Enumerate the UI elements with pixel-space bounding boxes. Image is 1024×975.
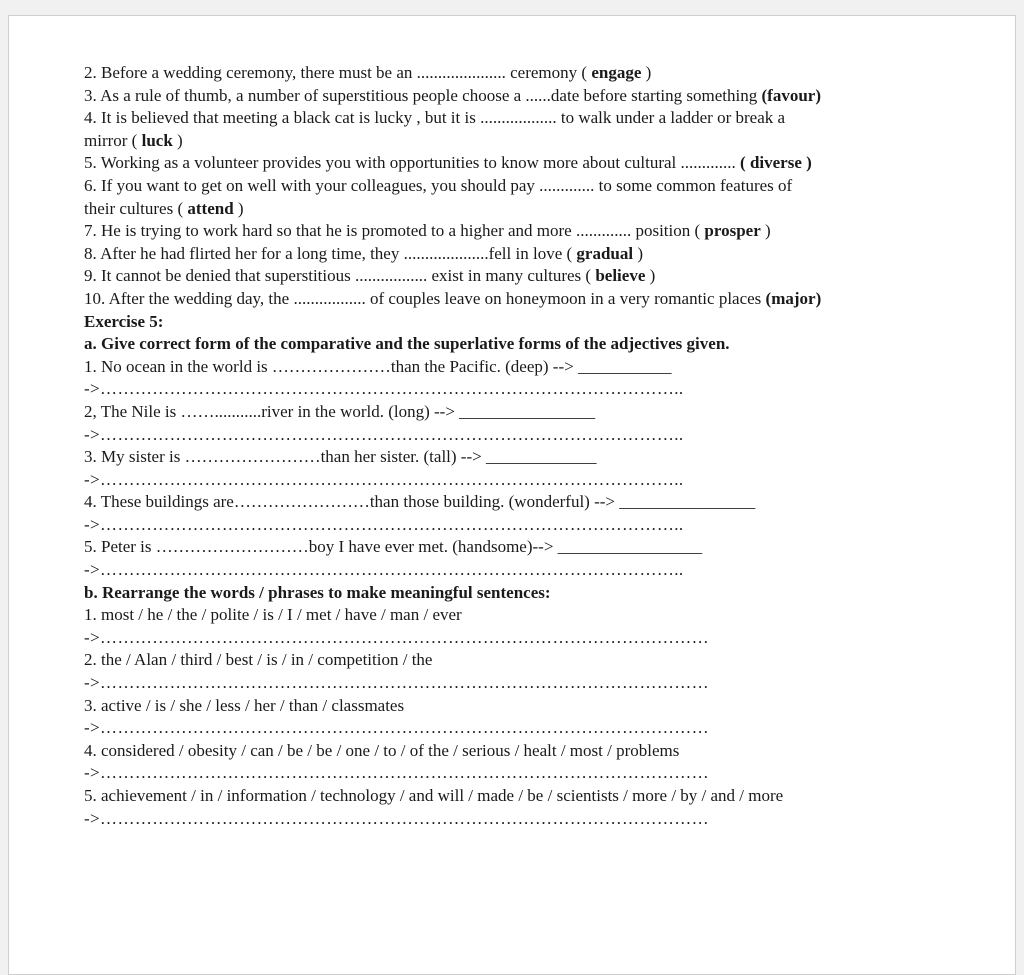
- part-a-answer-line-4[interactable]: ->………………………………………………………………………………………..: [84, 514, 684, 534]
- ex4-item-2: 2. Before a wedding ceremony, there must be an ..................... ceremony ( engage ): [84, 63, 652, 82]
- part-b-question-5: 5. achievement / in / information / technology / and will / made / be / scientists / more / by / and / more: [84, 786, 784, 805]
- part-b-question-4: 4. considered / obesity / can / be / be / one / to / of the / serious / healt / most / problems: [84, 740, 680, 760]
- ex4-item-8: 8. After he had flirted her for a long time, they ....................fell in love ( gradual ): [84, 243, 644, 263]
- document-page: [8, 15, 1016, 975]
- part-a-answer-line-1[interactable]: ->………………………………………………………………………………………..: [84, 379, 684, 399]
- part-a-question-4: 4. These buildings are……………………than those building. (wonderful) --> ________________: [84, 492, 756, 512]
- part-a-answer-line-5[interactable]: ->………………………………………………………………………………………..: [84, 560, 684, 580]
- part-a-question-2: 2, The Nile is ……...........river in the world. (long) --> ________________: [84, 401, 596, 421]
- part-b-title: b. Rearrange the words / phrases to make meaningful sentences:: [84, 582, 551, 602]
- ex4-item-9: 9. It cannot be denied that superstitious ................. exist in many cultures ( believe ): [84, 266, 656, 286]
- part-b-answer-line-3[interactable]: ->……………………………………………………………………………………………: [84, 718, 710, 738]
- part-b-answer-line-4[interactable]: ->……………………………………………………………………………………………: [84, 763, 710, 783]
- part-a-answer-line-2[interactable]: ->………………………………………………………………………………………..: [84, 424, 684, 444]
- ex4-item-7: 7. He is trying to work hard so that he is promoted to a higher and more ............. position ( prosper ): [84, 221, 771, 241]
- part-b-answer-line-5[interactable]: ->……………………………………………………………………………………………: [84, 808, 710, 828]
- part-a-question-5: 5. Peter is ………………………boy I have ever met. (handsome)--> _________________: [84, 537, 703, 557]
- ex4-item-4-cont: mirror ( luck ): [84, 130, 183, 150]
- part-b-question-1: 1. most / he / the / polite / is / I / met / have / man / ever: [84, 605, 462, 625]
- part-b-answer-line-2[interactable]: ->……………………………………………………………………………………………: [84, 673, 710, 693]
- exercise5-heading: Exercise 5:: [84, 311, 164, 331]
- ex4-item-3: 3. As a rule of thumb, a number of superstitious people choose a ......date before starting something (favour): [84, 85, 821, 105]
- part-a-answer-line-3[interactable]: ->………………………………………………………………………………………..: [84, 469, 684, 489]
- worksheet-content: [84, 62, 984, 830]
- ex4-item-6: 6. If you want to get on well with your colleagues, you should pay ............. to some common features of: [84, 175, 793, 195]
- ex4-item-5: 5. Working as a volunteer provides you with opportunities to know more about cultural ............. ( diverse ): [84, 153, 812, 173]
- ex4-item-10: 10. After the wedding day, the ................. of couples leave on honeymoon in a very romantic places (major): [84, 288, 822, 308]
- part-b-question-3: 3. active / is / she / less / her / than / classmates: [84, 695, 405, 715]
- ex4-item-6-cont: their cultures ( attend ): [84, 198, 244, 218]
- part-b-question-2: 2. the / Alan / third / best / is / in / competition / the: [84, 650, 433, 670]
- ex4-item-4: 4. It is believed that meeting a black cat is lucky , but it is .................. to walk under a ladder or break a: [84, 108, 786, 128]
- part-a-question-1: 1. No ocean in the world is …………………than the Pacific. (deep) --> ___________: [84, 356, 672, 376]
- part-a-title: a. Give correct form of the comparative and the superlative forms of the adjectives given.: [84, 334, 730, 354]
- part-b-answer-line-1[interactable]: ->……………………………………………………………………………………………: [84, 627, 710, 647]
- part-a-question-3: 3. My sister is ……………………than her sister. (tall) --> _____________: [84, 447, 597, 467]
